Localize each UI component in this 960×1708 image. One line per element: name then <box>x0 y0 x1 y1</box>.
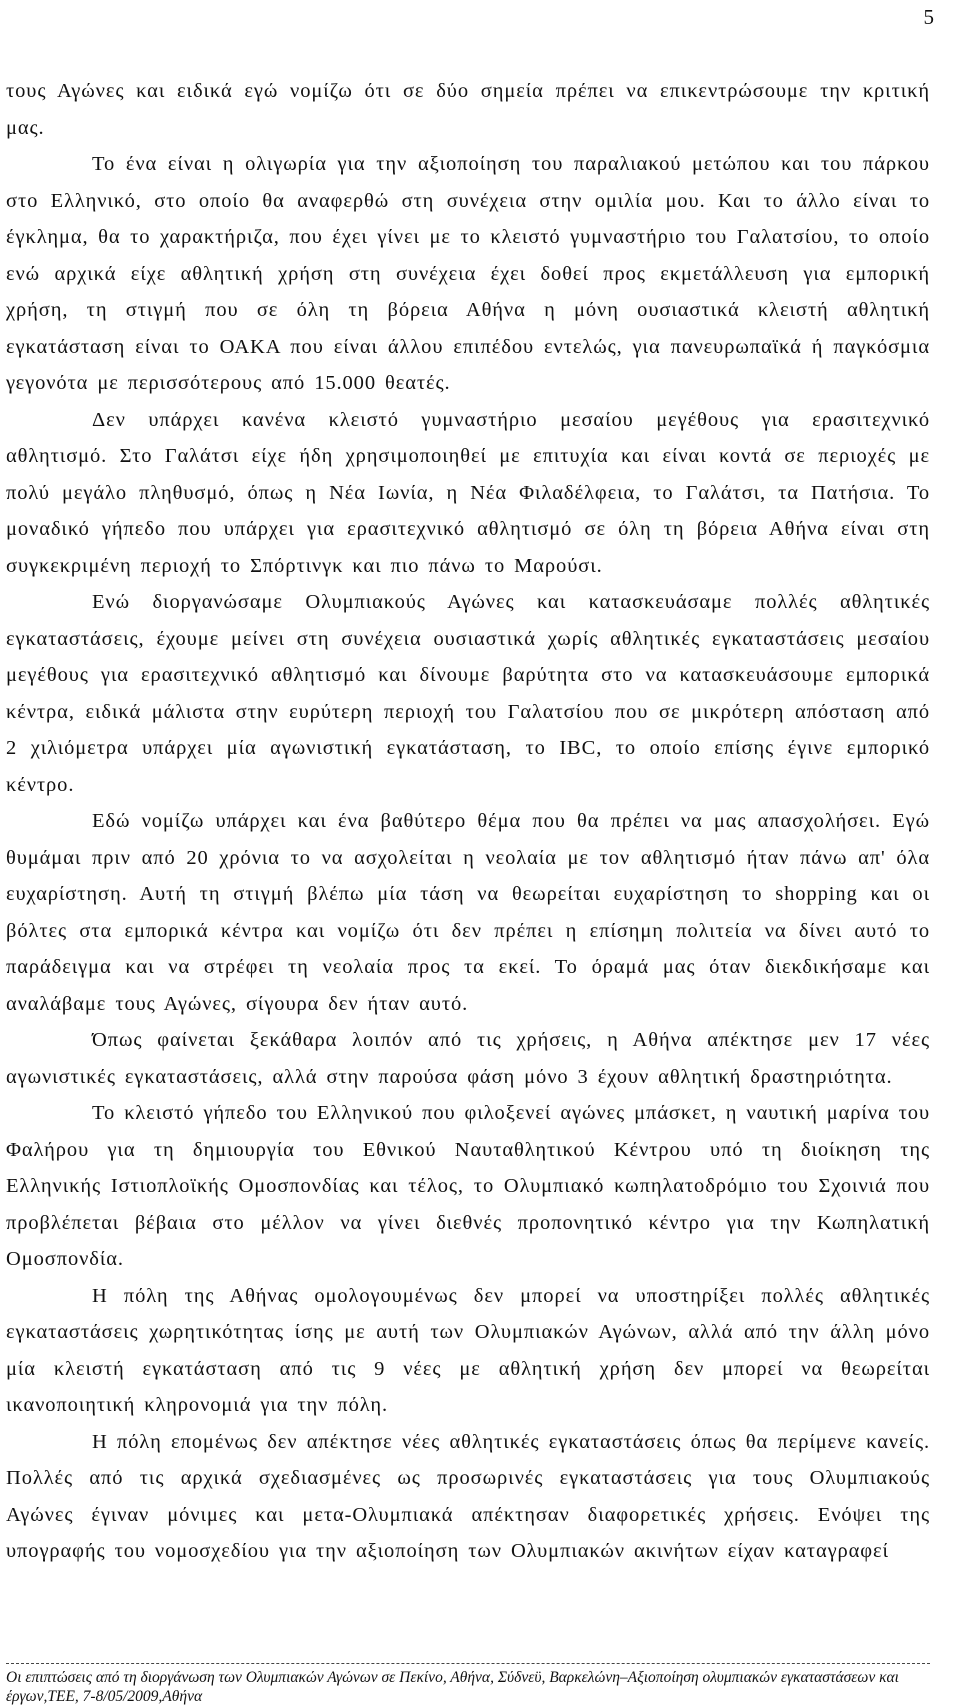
paragraph: τους Αγώνες και ειδικά εγώ νομίζω ότι σε δύο σημεία πρέπει να επικεντρώσουμε την κριτική μας. <box>6 80 930 139</box>
paragraph: Το ένα είναι η ολιγωρία για την αξιοποίηση του παραλιακού μετώπου και του πάρκου στο Ελληνικό, στο οποίο θα αναφερθώ στη συνέχεια στην ομιλία μου. Και το άλλο είναι το έγκλημα, θα το χαρακτήριζα, που έχει γίνει με το κλειστό γυμναστήριο του Γαλατσίου, το οποίο ενώ αρχικά είχε αθλητική χρήση στη συνέχεια έχει δοθεί προς εκμετάλλευση για εμπορική χρήση, τη στιγμή που σε όλη τη βόρεια Αθήνα η μόνη ουσιαστικά κλειστή αθλητική εγκατάσταση είναι το ΟΑΚΑ που είναι άλλου επιπέδου εντελώς, για πανευρωπαϊκά ή παγκόσμια γεγονότα με περισσότερους από 15.000 θεατές. <box>6 153 930 394</box>
document-body <box>6 73 930 1570</box>
footer-citation: Οι επιπτώσεις από τη διοργάνωση των Ολυμπιακών Αγώνων σε Πεκίνο, Αθήνα, Σύδνεϋ, Βαρκελώνη–Αξιοποίηση ολυμπιακών εγκαταστάσεων και έργων,ΤΕΕ, 7-8/05/2009,Αθήνα <box>6 1669 899 1705</box>
page-number: 5 <box>923 5 934 29</box>
paragraph: Η πόλη επομένως δεν απέκτησε νέες αθλητικές εγκαταστάσεις όπως θα περίμενε κανείς. Πολλές από τις αρχικά σχεδιασμένες ως προσωρινές εγκαταστάσεις για τους Ολυμπιακούς Αγώνες έγιναν μόνιμες και μετα-Ολυμπιακά απέκτησαν διαφορετικές χρήσεις. Ενόψει της υπογραφής του νομοσχεδίου για την αξιοποίηση των Ολυμπιακών ακινήτων είχαν καταγραφεί <box>6 1430 930 1562</box>
paragraph: Εδώ νομίζω υπάρχει και ένα βαθύτερο θέμα που θα πρέπει να μας απασχολήσει. Εγώ θυμάμαι πριν από 20 χρόνια το να ασχολείται η νεολαία με τον αθλητισμό ήταν πάνω απ' όλα ευχαρίστηση. Αυτή τη στιγμή βλέπω μία τάση να θεωρείται ευχαρίστηση το shopping και οι βόλτες στα εμπορικά κέντρα και νομίζω ότι δεν πρέπει η επίσημη πολιτεία να δίνει αυτό το παράδειγμα και να στρέφει τη νεολαία προς τα εκεί. Το όραμά μας όταν διεκδικήσαμε και αναλάβαμε τους Αγώνες, σίγουρα δεν ήταν αυτό. <box>6 810 930 1015</box>
paragraph: Ενώ διοργανώσαμε Ολυμπιακούς Αγώνες και κατασκευάσαμε πολλές αθλητικές εγκαταστάσεις, έχουμε μείνει στη συνέχεια ουσιαστικά χωρίς αθλητικές εγκαταστάσεις μεσαίου μεγέθους για ερασιτεχνικό αθλητισμό και δίνουμε βαρύτητα στο να κατασκευάσουμε εμπορικά κέντρα, ειδικά μάλιστα στην ευρύτερη περιοχή του Γαλατσίου που σε μικρότερη απόσταση από 2 χιλιόμετρα υπάρχει μία αγωνιστική εγκατάσταση, το IBC, το οποίο επίσης έγινε εμπορικό κέντρο. <box>6 591 930 796</box>
paragraph: Το κλειστό γήπεδο του Ελληνικού που φιλοξενεί αγώνες μπάσκετ, η ναυτική μαρίνα του Φαλήρου για τη δημιουργία του Εθνικού Ναυταθλητικού Κέντρου υπό τη διοίκηση της Ελληνικής Ιστιοπλοϊκής Ομοσπονδίας και τέλος, το Ολυμπιακό κωπηλατοδρόμιο του Σχοινιά που προβλέπεται βέβαια στο μέλλον να γίνει διεθνές προπονητικό κέντρο για την Κωπηλατική Ομοσπονδία. <box>6 1102 930 1270</box>
paragraph: Όπως φαίνεται ξεκάθαρα λοιπόν από τις χρήσεις, η Αθήνα απέκτησε μεν 17 νέες αγωνιστικές εγκαταστάσεις, αλλά στην παρούσα φάση μόνο 3 έχουν αθλητική δραστηριότητα. <box>6 1029 930 1088</box>
footer-divider <box>6 1663 930 1664</box>
paragraph: Δεν υπάρχει κανένα κλειστό γυμναστήριο μεσαίου μεγέθους για ερασιτεχνικό αθλητισμό. Στο Γαλάτσι είχε ήδη χρησιμοποιηθεί με επιτυχία και είναι κοντά σε περιοχές με πολύ μεγάλο πληθυσμό, όπως η Νέα Ιωνία, η Νέα Φιλαδέλφεια, το Γαλάτσι, τα Πατήσια. Το μοναδικό γήπεδο που υπάρχει για ερασιτεχνικό αθλητισμό σε όλη τη βόρεια Αθήνα είναι στη συγκεκριμένη περιοχή το Σπόρτινγκ και πιο πάνω το Μαρούσι. <box>6 408 930 577</box>
paragraph: Η πόλη της Αθήνας ομολογουμένως δεν μπορεί να υποστηρίξει πολλές αθλητικές εγκαταστάσεις χωρητικότητας ίσης με αυτή των Ολυμπιακών Αγώνων, αλλά από την άλλη μόνο μία κλειστή εγκατάσταση από τις 9 νέες με αθλητική χρήση δεν μπορεί να θεωρείται ικανοποιητική κληρονομιά για την πόλη. <box>6 1284 930 1416</box>
